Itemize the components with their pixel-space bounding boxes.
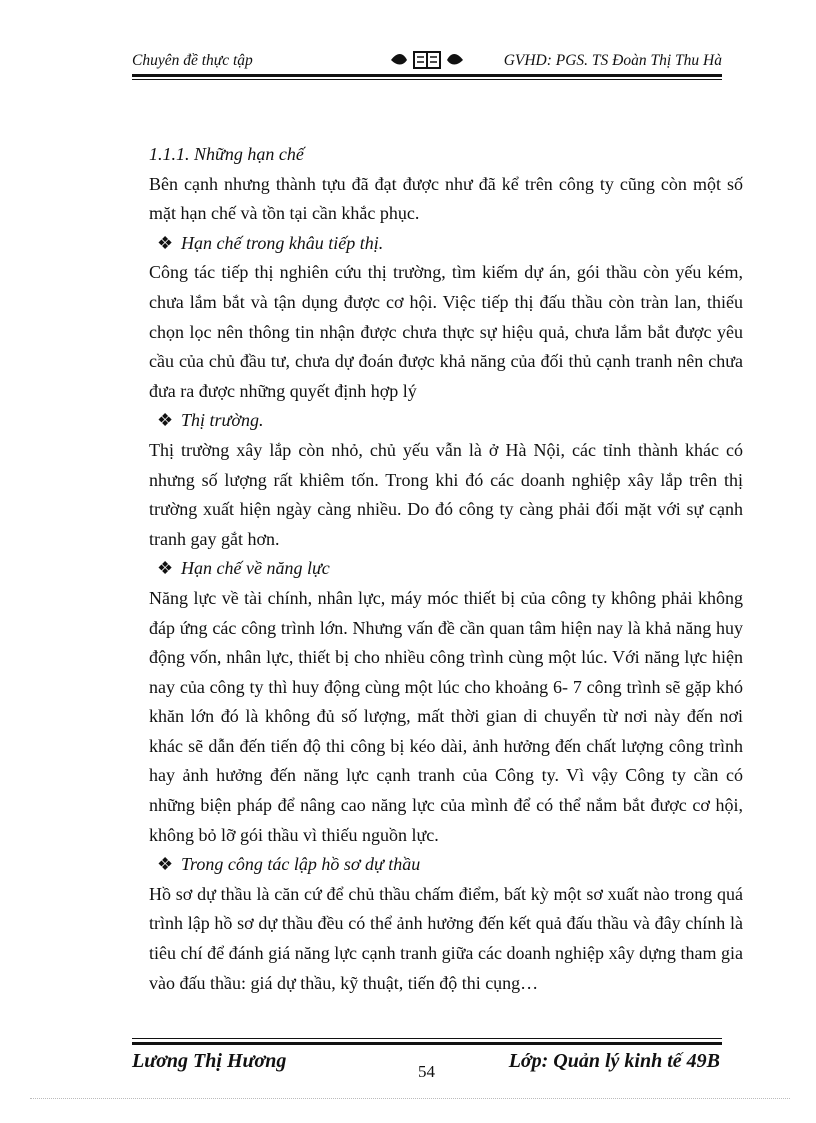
diamond-bullet-icon: ❖ (157, 854, 174, 875)
footer-author: Lương Thị Hương (132, 1050, 287, 1072)
bullet-label: Hạn chế trong khâu tiếp thị. (181, 232, 384, 253)
bullet-label: Thị trường. (181, 410, 264, 431)
book-ornament-icon (387, 48, 467, 72)
bullet-label: Trong công tác lập hồ sơ dự thầu (181, 854, 421, 875)
bullet-heading (149, 850, 743, 880)
bullet-paragraph: Thị trường xây lắp còn nhỏ, chủ yếu vẫn là ở Hà Nội, các tỉnh thành khác có nhưng số lượng rất khiêm tốn. Trong khi đó các doanh nghiệp xây lắp trên thị trường xuất hiện ngày càng nhiều. Do đó công ty càng phải đối mặt với sự cạnh tranh gay gắt hơn. (149, 439, 743, 549)
section-title: 1.1.1. Những hạn chế (149, 144, 304, 164)
bullet-heading (149, 229, 743, 259)
section-intro: Bên cạnh nhưng thành tựu đã đạt được như đã kể trên công ty cũng còn một số mặt hạn chế và tồn tại cần khắc phục. (149, 173, 743, 224)
document-body (149, 140, 743, 998)
page-number: 54 (418, 1062, 435, 1081)
header-rule-thin (132, 79, 722, 80)
header-left-text: Chuyên đề thực tập (132, 52, 253, 69)
footer-rule-thin (132, 1038, 722, 1039)
bullet-heading (149, 406, 743, 436)
diamond-bullet-icon: ❖ (157, 558, 174, 579)
header-rule-thick (132, 74, 722, 77)
page-header (132, 48, 722, 76)
bullet-paragraph: Năng lực về tài chính, nhân lực, máy móc thiết bị của công ty không phải không đáp ứng các công trình lớn. Nhưng vấn đề cần quan tâm hiện nay là khả năng huy động vốn, nhân lực, thiết bị cho nhiều công trình cùng một lúc. Với năng lực hiện nay của công ty thì huy động cùng một lúc cho khoảng 6- 7 công trình sẽ gặp khó khăn lớn đó là không đủ số lượng, mất thời gian di chuyển từ nơi này đến nơi khác sẽ dẫn đến tiến độ thi công bị kéo dài, ảnh hưởng đến chất lượng công trình hay ảnh hưởng đến năng lực cạnh tranh của Công ty. Vì vậy Công ty cần có những biện pháp để nâng cao năng lực của mình để có thể nắm bắt được cơ hội, không bỏ lỡ gói thầu vì thiếu nguồn lực. (149, 587, 743, 845)
diamond-bullet-icon: ❖ (157, 410, 174, 431)
bullet-label: Hạn chế về năng lực (181, 558, 330, 579)
bullet-paragraph: Công tác tiếp thị nghiên cứu thị trường, tìm kiếm dự án, gói thầu còn yếu kém, chưa lắm bắt và tận dụng được cơ hội. Việc tiếp thị đấu thầu còn tràn lan, thiếu chọn lọc nên thông tin nhận được chưa thực sự hiệu quả, chưa lắm bắt được yêu cầu của chủ đầu tư, chưa dự đoán được khả năng của đối thủ cạnh tranh nên chưa đưa ra được những quyết định hợp lý (149, 262, 743, 401)
page-edge-divider (30, 1098, 790, 1099)
bullet-heading (149, 554, 743, 584)
header-right-text: GVHD: PGS. TS Đoàn Thị Thu Hà (503, 52, 722, 69)
footer-class: Lớp: Quản lý kinh tế 49B (508, 1050, 720, 1072)
diamond-bullet-icon: ❖ (157, 232, 174, 253)
bullet-paragraph: Hồ sơ dự thầu là căn cứ để chủ thầu chấm điểm, bất kỳ một sơ xuất nào trong quá trình lập hồ sơ dự thầu đều có thể ảnh hưởng đến kết quả đấu thầu và đây chính là tiêu chí để đánh giá năng lực cạnh tranh giữa các doanh nghiệp xây dựng tham gia vào đấu thầu: giá dự thầu, kỹ thuật, tiến độ thi cụng… (149, 883, 743, 993)
footer-rule-thick (132, 1042, 722, 1045)
